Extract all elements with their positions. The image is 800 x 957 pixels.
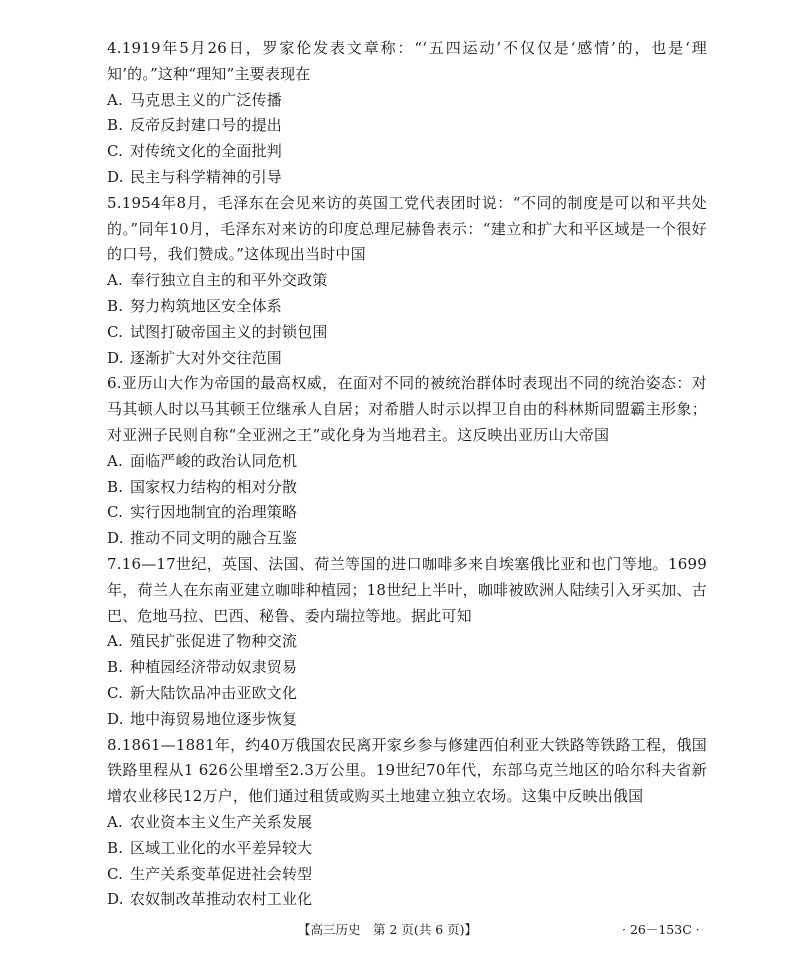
- question-stem: 4.1919年5月26日，罗家伦发表文章称：“‘五四运动’不仅仅是‘感情’的，也是‘理知’的。”这种“理知”主要表现在: [107, 39, 707, 83]
- option-text: 反帝反封建口号的提出: [129, 116, 282, 135]
- question-list: [107, 36, 707, 913]
- option-text: 奉行独立自主的和平外交政策: [129, 271, 328, 290]
- option-letter: D.: [107, 167, 124, 186]
- answer-option: [107, 165, 707, 191]
- option-text: 马克思主义的广泛传播: [129, 90, 282, 109]
- option-letter: B.: [107, 477, 124, 496]
- option-letter: C.: [107, 864, 124, 883]
- question-block: [107, 371, 707, 552]
- option-letter: B.: [107, 116, 124, 135]
- question-block: [107, 191, 707, 372]
- answer-option: [107, 320, 707, 346]
- option-letter: C.: [107, 322, 124, 341]
- question-block: [107, 36, 707, 191]
- question-block: [107, 552, 707, 733]
- option-letter: A.: [107, 271, 124, 290]
- answer-option: [107, 475, 707, 501]
- question-stem: 8.1861—1881年，约40万俄国农民离开家乡参与修建西伯利亚大铁路等铁路工程，俄国铁路里程从1 626公里增至2.3万公里。19世纪70年代，东部乌克兰地区的哈尔科夫省新增农业移民12万户，他们通过租赁或购买土地建立独立农场。这集中反映出俄国: [107, 735, 707, 806]
- option-text: 生产关系变革促进社会转型: [129, 864, 313, 883]
- answer-option: [107, 810, 707, 836]
- option-text: 试图打破帝国主义的封锁包围: [129, 322, 328, 341]
- answer-option: [107, 268, 707, 294]
- option-text: 推动不同文明的融合互鉴: [129, 529, 298, 548]
- answer-option: [107, 88, 707, 114]
- answer-option: [107, 500, 707, 526]
- option-letter: B.: [107, 658, 124, 677]
- answer-option: [107, 629, 707, 655]
- option-letter: A.: [107, 451, 124, 470]
- question-stem: 5.1954年8月，毛泽东在会见来访的英国工党代表团时说：“不同的制度是可以和平共处的。”同年10月，毛泽东对来访的印度总理尼赫鲁表示：“建立和扩大和平区域是一个很好的口号，我们赞成。”这体现出当时中国: [107, 193, 707, 264]
- page-footer: [0, 920, 800, 940]
- answer-option: [107, 681, 707, 707]
- question-stem: 6.亚历山大作为帝国的最高权威，在面对不同的被统治群体时表现出不同的统治姿态：对马其顿人时以马其顿王位继承人自居；对希腊人时示以捍卫自由的科林斯同盟霸主形象；对亚洲子民则自称“全亚洲之王”或化身为当地君主。这反映出亚历山大帝国: [107, 374, 707, 444]
- answer-option: [107, 526, 707, 552]
- option-letter: B.: [107, 838, 124, 857]
- option-text: 国家权力结构的相对分散: [129, 477, 298, 496]
- answer-option: [107, 707, 707, 733]
- footer-page-info: 【高三历史 第 2 页(共 6 页)】: [298, 922, 478, 937]
- option-text: 实行因地制宜的治理策略: [129, 503, 298, 522]
- footer-paper-code: · 26－153C ·: [622, 922, 700, 937]
- option-text: 地中海贸易地位逐步恢复: [129, 709, 298, 728]
- option-text: 区域工业化的水平差异较大: [129, 838, 313, 857]
- option-letter: D.: [107, 348, 124, 367]
- option-text: 殖民扩张促进了物种交流: [129, 632, 298, 651]
- question-stem: 7.16—17世纪，英国、法国、荷兰等国的进口咖啡多来自埃塞俄比亚和也门等地。1699年，荷兰人在东南亚建立咖啡种植园；18世纪上半叶，咖啡被欧洲人陆续引入牙买加、古巴、危地马拉、巴西、秘鲁、委内瑞拉等地。据此可知: [107, 554, 707, 625]
- question-block: [107, 733, 707, 914]
- option-letter: C.: [107, 683, 124, 702]
- option-text: 民主与科学精神的引导: [129, 167, 282, 186]
- option-text: 农业资本主义生产关系发展: [129, 812, 313, 831]
- option-letter: C.: [107, 503, 124, 522]
- option-text: 逐渐扩大对外交往范围: [129, 348, 282, 367]
- answer-option: [107, 139, 707, 165]
- option-text: 努力构筑地区安全体系: [129, 296, 282, 315]
- answer-option: [107, 862, 707, 888]
- option-letter: A.: [107, 812, 124, 831]
- option-letter: B.: [107, 296, 124, 315]
- option-text: 农奴制改革推动农村工业化: [129, 890, 313, 909]
- option-letter: D.: [107, 529, 124, 548]
- answer-option: [107, 655, 707, 681]
- option-letter: D.: [107, 890, 124, 909]
- answer-option: [107, 836, 707, 862]
- option-text: 新大陆饮品冲击亚欧文化: [129, 683, 298, 702]
- option-text: 面临严峻的政治认同危机: [129, 451, 298, 470]
- answer-option: [107, 294, 707, 320]
- answer-option: [107, 113, 707, 139]
- option-letter: A.: [107, 632, 124, 651]
- option-text: 种植园经济带动奴隶贸易: [129, 658, 298, 677]
- answer-option: [107, 449, 707, 475]
- answer-option: [107, 346, 707, 372]
- option-letter: D.: [107, 709, 124, 728]
- answer-option: [107, 887, 707, 913]
- option-text: 对传统文化的全面批判: [129, 142, 282, 161]
- option-letter: C.: [107, 142, 124, 161]
- option-letter: A.: [107, 90, 124, 109]
